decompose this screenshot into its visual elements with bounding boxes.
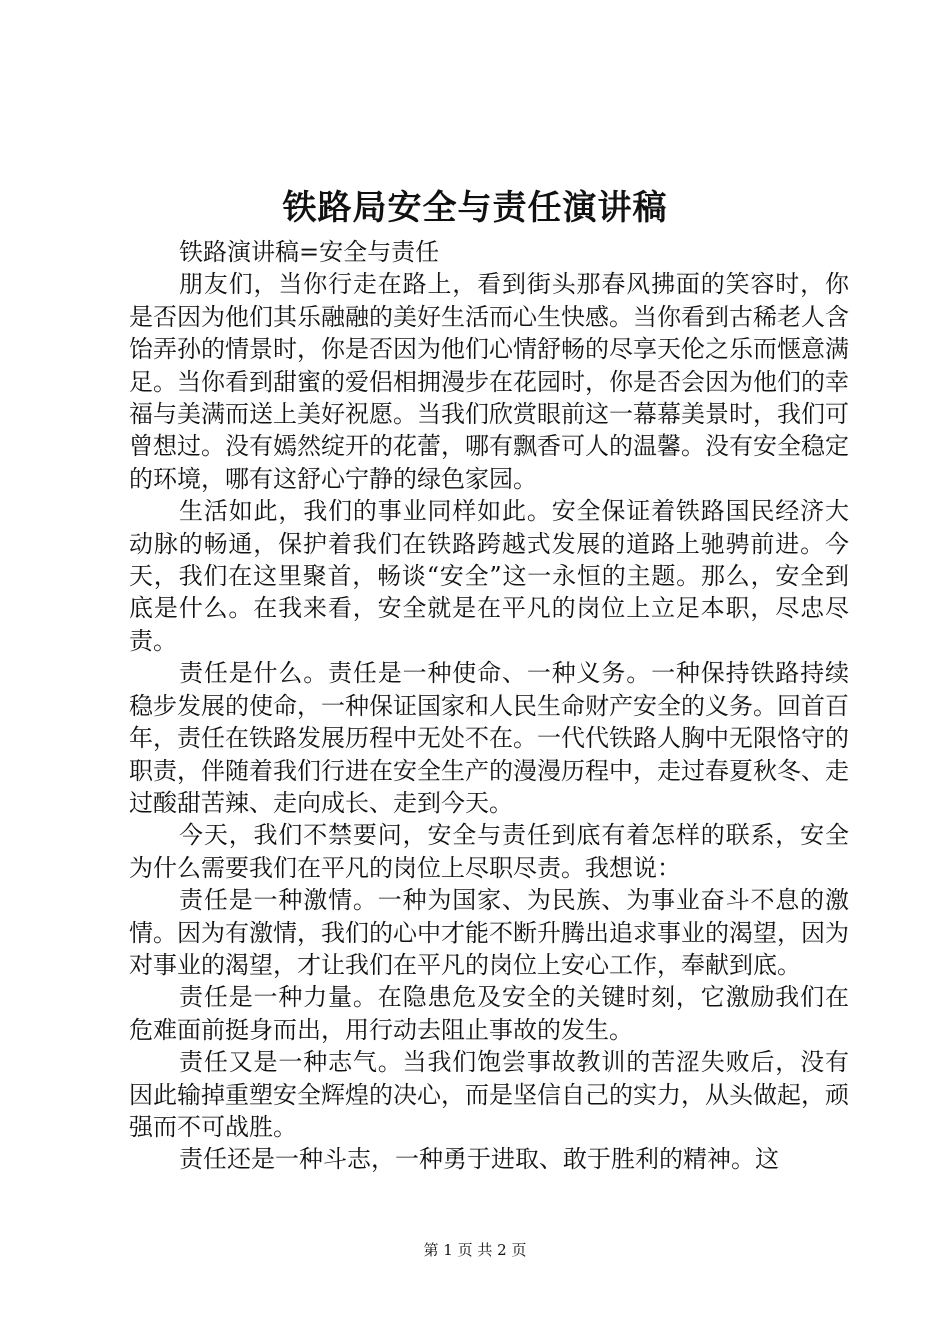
paragraph: 今天，我们不禁要问，安全与责任到底有着怎样的联系，安全为什么需要我们在平凡的岗位上尽职尽责。我想说： (129, 821, 849, 882)
paragraph: 责任又是一种志气。当我们饱尝事故教训的苦涩失败后，没有因此输掉重塑安全辉煌的决心，而是坚信自己的实力，从头做起，顽强而不可战胜。 (129, 1048, 849, 1141)
document-body (129, 236, 849, 1176)
page-footer: 第 1 页 共 2 页 (423, 1241, 527, 1259)
paragraph-subtitle: 铁路演讲稿=安全与责任 (179, 238, 440, 266)
paragraph: 生活如此，我们的事业同样如此。安全保证着铁路国民经济大动脉的畅通，保护着我们在铁路跨越式发展的道路上驰骋前进。今天，我们在这里聚首，畅谈“安全”这一永恒的主题。那么，安全到底是什么。在我来看，安全就是在平凡的岗位上立足本职，尽忠尽责。 (129, 497, 849, 655)
paragraph: 责任还是一种斗志，一种勇于进取、敢于胜利的精神。这 (179, 1145, 779, 1174)
paragraph: 朋友们，当你行走在路上，看到街头那春风拂面的笑容时，你是否因为他们其乐融融的美好生活而心生快感。当你看到古稀老人含饴弄孙的情景时，你是否因为他们心情舒畅的尽享天伦之乐而惬意满足。当你看到甜蜜的爱侣相拥漫步在花园时，你是否会因为他们的幸福与美满而送上美好祝愿。当我们欣赏眼前这一幕幕美景时，我们可曾想过。没有嫣然绽开的花蕾，哪有飘香可人的温馨。没有安全稳定的环境，哪有这舒心宁静的绿色家园。 (129, 270, 849, 493)
document-title: 铁路局安全与责任演讲稿 (282, 188, 668, 228)
paragraph: 责任是一种激情。一种为国家、为民族、为事业奋斗不息的激情。因为有激情，我们的心中才能不断升腾出追求事业的渴望，因为对事业的渴望，才让我们在平凡的岗位上安心工作，奉献到底。 (129, 886, 849, 979)
paragraph: 责任是什么。责任是一种使命、一种义务。一种保持铁路持续稳步发展的使命，一种保证国家和人民生命财产安全的义务。回首百年，责任在铁路发展历程中无处不在。一代代铁路人胸中无限恪守的职责，伴随着我们行进在安全生产的漫漫历程中，走过春夏秋冬、走过酸甜苦辣、走向成长、走到今天。 (129, 659, 849, 817)
paragraph: 责任是一种力量。在隐患危及安全的关键时刻，它激励我们在危难面前挺身而出，用行动去阻止事故的发生。 (129, 983, 849, 1044)
